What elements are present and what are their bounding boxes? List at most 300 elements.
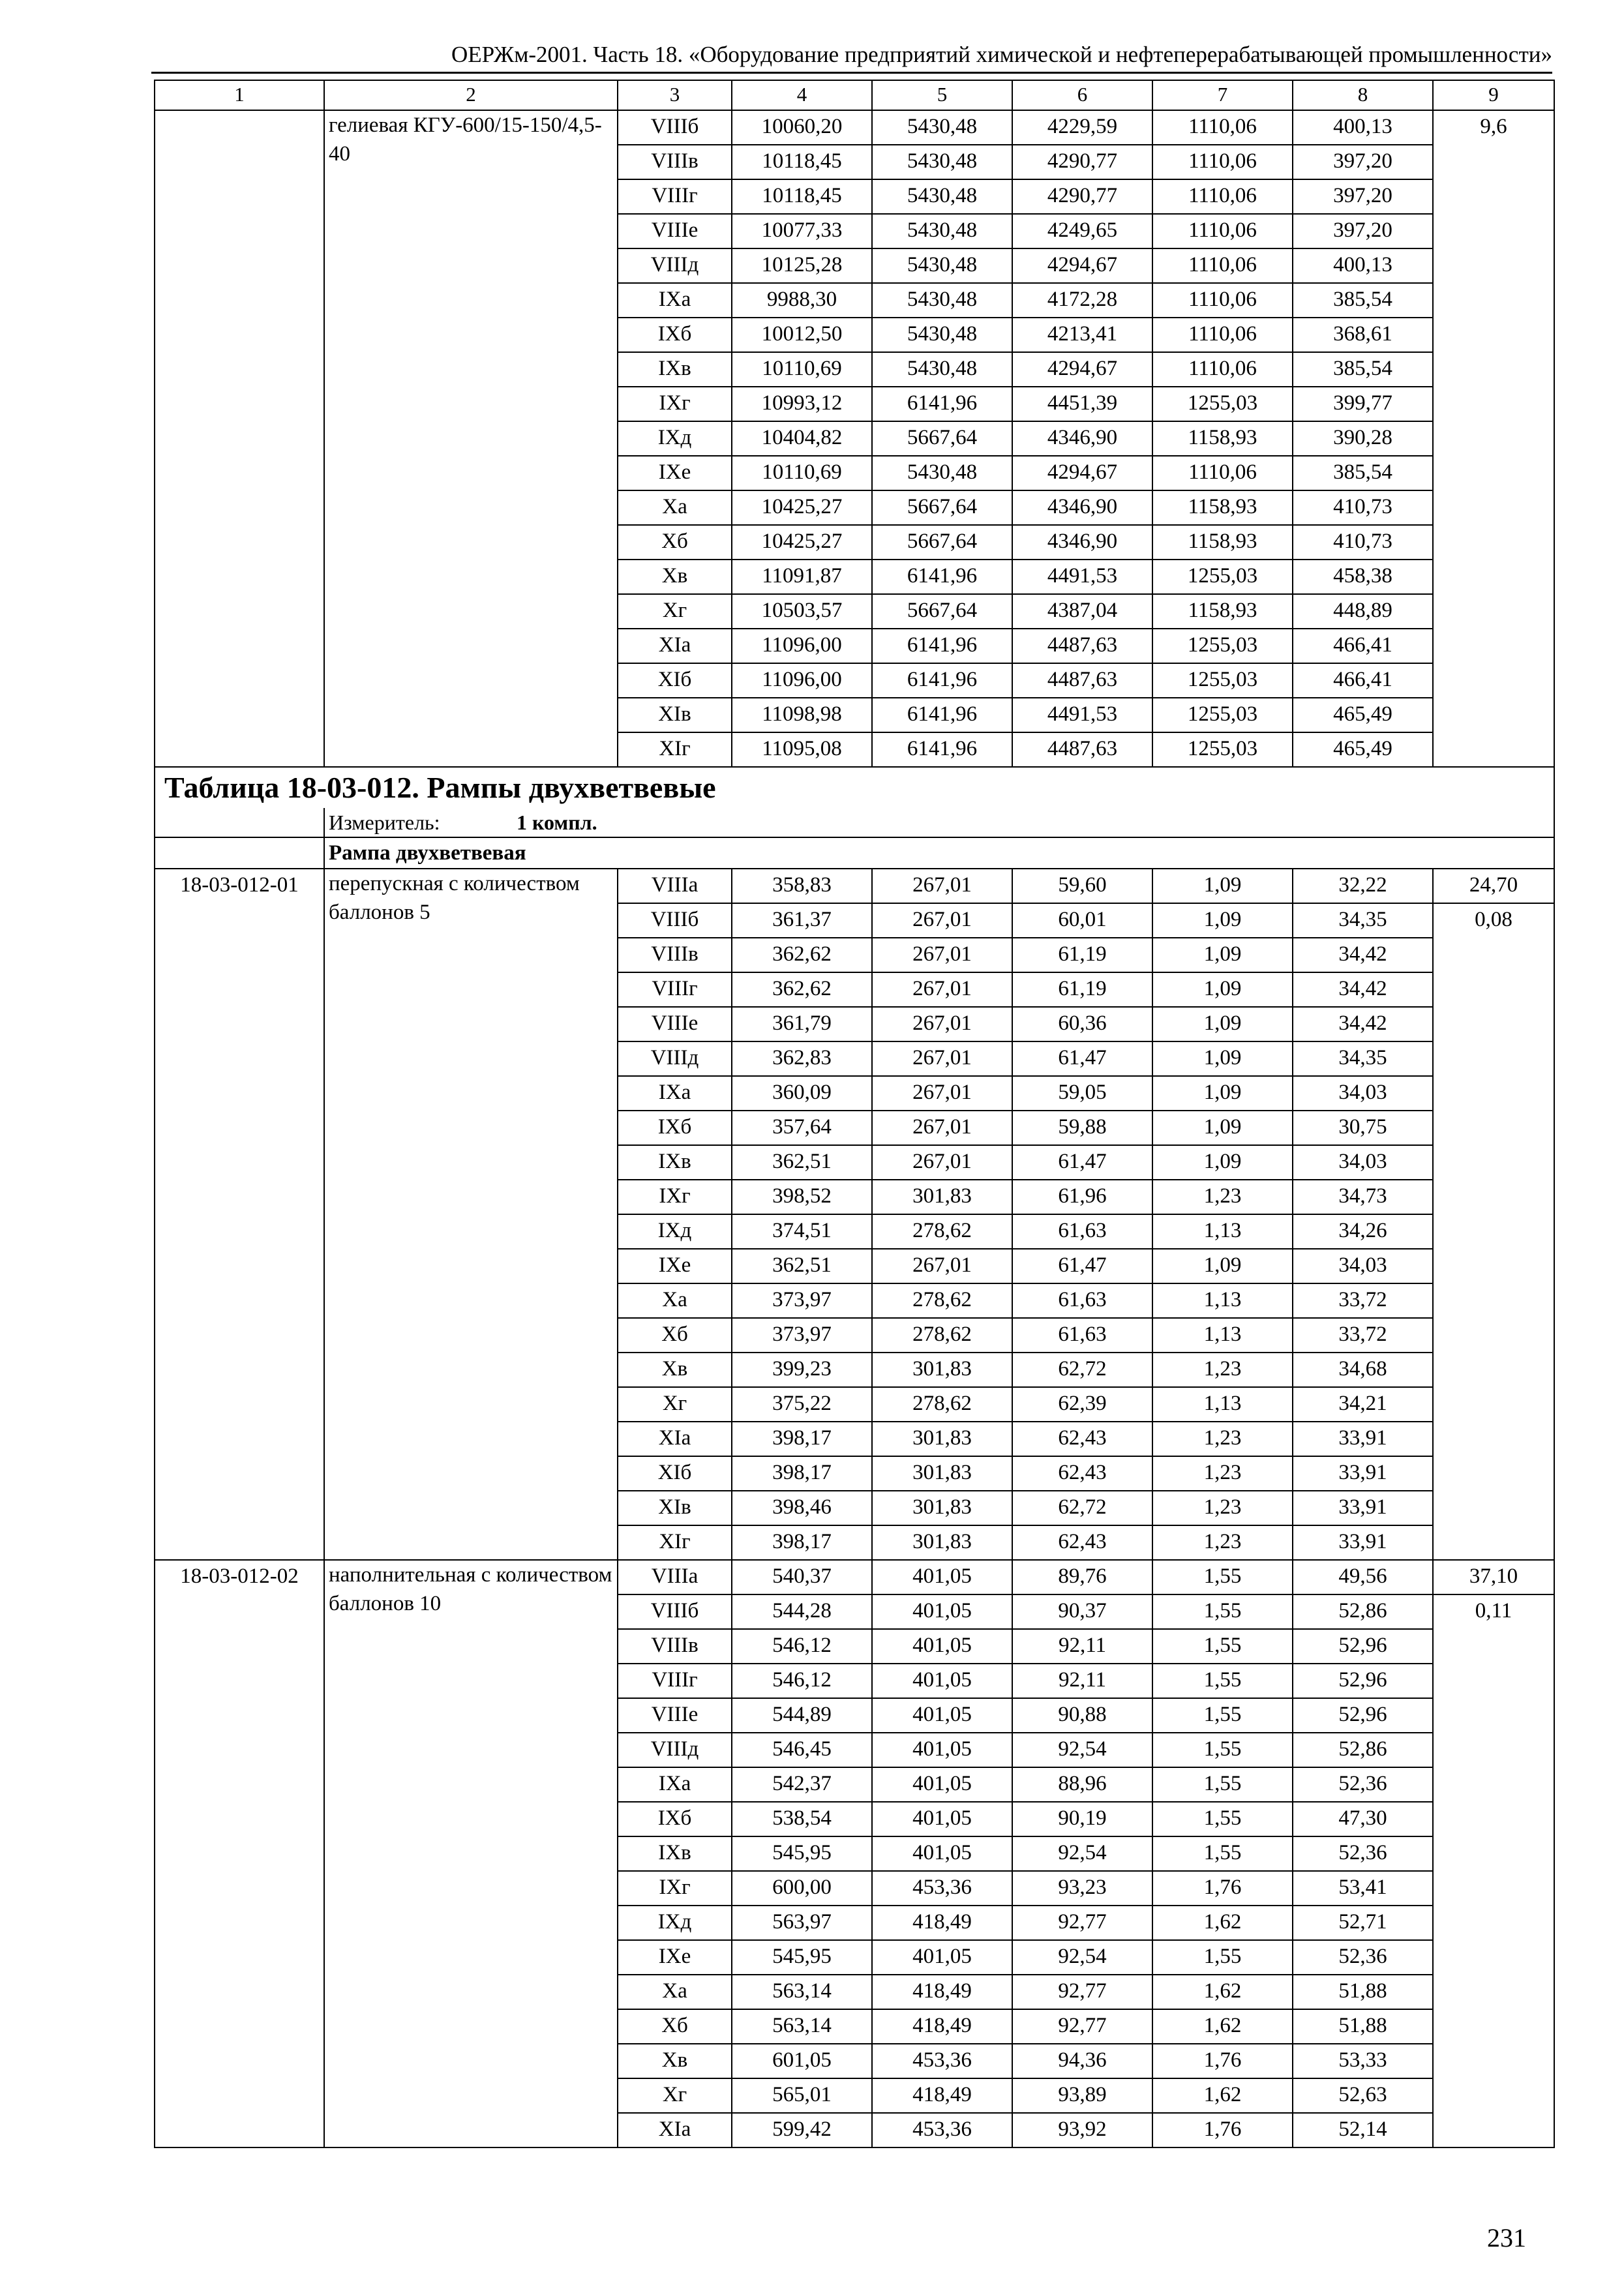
value-cell: 1,23 xyxy=(1152,1422,1293,1456)
value-cell: 358,83 xyxy=(732,869,872,903)
zone-cell: VIIIг xyxy=(618,972,732,1007)
value-cell: 1,13 xyxy=(1152,1318,1293,1353)
value-cell: 51,88 xyxy=(1293,2009,1433,2044)
value-cell: 10118,45 xyxy=(732,145,872,179)
value-cell: 5430,48 xyxy=(872,214,1012,248)
value-cell: 361,37 xyxy=(732,903,872,938)
value-cell: 267,01 xyxy=(872,1249,1012,1283)
value-cell: 278,62 xyxy=(872,1387,1012,1422)
value-cell: 47,30 xyxy=(1293,1802,1433,1836)
value-cell: 1110,06 xyxy=(1152,318,1293,352)
group-title: Рампа двухветвевая xyxy=(324,837,1554,869)
column-number: 4 xyxy=(732,80,872,110)
zone-cell: Xб xyxy=(618,525,732,560)
value-cell: 398,52 xyxy=(732,1180,872,1214)
value-cell: 1110,06 xyxy=(1152,179,1293,214)
value-cell: 52,14 xyxy=(1293,2113,1433,2147)
value-cell: 6141,96 xyxy=(872,387,1012,421)
value-cell: 563,14 xyxy=(732,1975,872,2009)
value-cell: 1,55 xyxy=(1152,1836,1293,1871)
value-cell: 10110,69 xyxy=(732,456,872,490)
value-cell: 546,12 xyxy=(732,1664,872,1698)
value-cell: 400,13 xyxy=(1293,110,1433,145)
value-cell: 90,19 xyxy=(1012,1802,1152,1836)
value-cell: 4487,63 xyxy=(1012,629,1152,663)
value-cell: 33,91 xyxy=(1293,1422,1433,1456)
value-cell: 373,97 xyxy=(732,1283,872,1318)
value-cell: 1,09 xyxy=(1152,972,1293,1007)
value-cell: 62,39 xyxy=(1012,1387,1152,1422)
value-cell: 34,42 xyxy=(1293,938,1433,972)
zone-cell: XIг xyxy=(618,732,732,767)
value-cell: 61,47 xyxy=(1012,1145,1152,1180)
value-cell: 33,72 xyxy=(1293,1318,1433,1353)
zone-cell: VIIIб xyxy=(618,903,732,938)
value-cell: 278,62 xyxy=(872,1283,1012,1318)
value-cell: 1,23 xyxy=(1152,1491,1293,1525)
table-row xyxy=(155,1560,1554,1594)
value-cell: 5667,64 xyxy=(872,594,1012,629)
value-cell: 92,11 xyxy=(1012,1629,1152,1664)
zone-cell: IXд xyxy=(618,1906,732,1940)
col9-value-a: 24,70 xyxy=(1433,869,1554,903)
zone-cell: IXа xyxy=(618,283,732,318)
value-cell: 401,05 xyxy=(872,1733,1012,1767)
value-cell: 1,09 xyxy=(1152,903,1293,938)
zone-cell: XIб xyxy=(618,663,732,698)
value-cell: 565,01 xyxy=(732,2078,872,2113)
value-cell: 34,73 xyxy=(1293,1180,1433,1214)
value-cell: 361,79 xyxy=(732,1007,872,1041)
value-cell: 546,45 xyxy=(732,1733,872,1767)
value-cell: 1110,06 xyxy=(1152,248,1293,283)
value-cell: 34,42 xyxy=(1293,972,1433,1007)
running-header: ОЕРЖм-2001. Часть 18. «Оборудование предприятий химической и нефтеперерабатывающей промышленности» xyxy=(151,38,1552,74)
value-cell: 362,83 xyxy=(732,1041,872,1076)
value-cell: 362,62 xyxy=(732,972,872,1007)
value-cell: 397,20 xyxy=(1293,179,1433,214)
zone-cell: VIIIб xyxy=(618,1594,732,1629)
value-cell: 1,09 xyxy=(1152,1041,1293,1076)
value-cell: 4491,53 xyxy=(1012,560,1152,594)
value-cell: 301,83 xyxy=(872,1525,1012,1560)
value-cell: 53,33 xyxy=(1293,2044,1433,2078)
table-title-row xyxy=(155,767,1554,808)
value-cell: 410,73 xyxy=(1293,490,1433,525)
value-cell: 600,00 xyxy=(732,1871,872,1906)
value-cell: 88,96 xyxy=(1012,1767,1152,1802)
value-cell: 1110,06 xyxy=(1152,145,1293,179)
value-cell: 1,13 xyxy=(1152,1214,1293,1249)
value-cell: 301,83 xyxy=(872,1353,1012,1387)
value-cell: 1,09 xyxy=(1152,1076,1293,1111)
value-cell: 4487,63 xyxy=(1012,663,1152,698)
table-row xyxy=(155,869,1554,903)
value-cell: 92,54 xyxy=(1012,1733,1152,1767)
value-cell: 4290,77 xyxy=(1012,145,1152,179)
value-cell: 385,54 xyxy=(1293,352,1433,387)
value-cell: 362,51 xyxy=(732,1145,872,1180)
value-cell: 466,41 xyxy=(1293,663,1433,698)
value-cell: 374,51 xyxy=(732,1214,872,1249)
value-cell: 1110,06 xyxy=(1152,352,1293,387)
resource-name: гелиевая КГУ-600/15-150/4,5-40 xyxy=(324,110,618,767)
value-cell: 5430,48 xyxy=(872,248,1012,283)
value-cell: 398,17 xyxy=(732,1456,872,1491)
zone-cell: Xг xyxy=(618,594,732,629)
value-cell: 1110,06 xyxy=(1152,283,1293,318)
value-cell: 301,83 xyxy=(872,1422,1012,1456)
value-cell: 267,01 xyxy=(872,1145,1012,1180)
column-number-row xyxy=(155,80,1554,110)
zone-cell: IXа xyxy=(618,1076,732,1111)
value-cell: 448,89 xyxy=(1293,594,1433,629)
value-cell: 545,95 xyxy=(732,1940,872,1975)
value-cell: 5667,64 xyxy=(872,421,1012,456)
value-cell: 401,05 xyxy=(872,1594,1012,1629)
value-cell: 544,89 xyxy=(732,1698,872,1733)
value-cell: 540,37 xyxy=(732,1560,872,1594)
value-cell: 94,36 xyxy=(1012,2044,1152,2078)
zone-cell: VIIIв xyxy=(618,145,732,179)
zone-cell: IXе xyxy=(618,1249,732,1283)
value-cell: 453,36 xyxy=(872,2113,1012,2147)
value-cell: 1,76 xyxy=(1152,2044,1293,2078)
value-cell: 1255,03 xyxy=(1152,698,1293,732)
value-cell: 4294,67 xyxy=(1012,456,1152,490)
value-cell: 401,05 xyxy=(872,1836,1012,1871)
value-cell: 10503,57 xyxy=(732,594,872,629)
col9-value-b: 0,11 xyxy=(1433,1594,1554,2147)
value-cell: 11091,87 xyxy=(732,560,872,594)
zone-cell: XIв xyxy=(618,698,732,732)
value-cell: 368,61 xyxy=(1293,318,1433,352)
value-cell: 6141,96 xyxy=(872,732,1012,767)
value-cell: 5667,64 xyxy=(872,490,1012,525)
value-cell: 93,92 xyxy=(1012,2113,1152,2147)
value-cell: 34,03 xyxy=(1293,1249,1433,1283)
value-cell: 267,01 xyxy=(872,1007,1012,1041)
zone-cell: IXе xyxy=(618,1940,732,1975)
value-cell: 399,23 xyxy=(732,1353,872,1387)
zone-cell: VIIIе xyxy=(618,1698,732,1733)
value-cell: 92,77 xyxy=(1012,1906,1152,1940)
value-cell: 10110,69 xyxy=(732,352,872,387)
value-cell: 10012,50 xyxy=(732,318,872,352)
value-cell: 1,23 xyxy=(1152,1180,1293,1214)
value-cell: 401,05 xyxy=(872,1802,1012,1836)
value-cell: 401,05 xyxy=(872,1629,1012,1664)
value-cell: 33,91 xyxy=(1293,1525,1433,1560)
value-cell: 11096,00 xyxy=(732,663,872,698)
value-cell: 538,54 xyxy=(732,1802,872,1836)
value-cell: 4346,90 xyxy=(1012,490,1152,525)
value-cell: 1255,03 xyxy=(1152,732,1293,767)
value-cell: 10118,45 xyxy=(732,179,872,214)
value-cell: 1,09 xyxy=(1152,1145,1293,1180)
value-cell: 52,96 xyxy=(1293,1698,1433,1733)
value-cell: 1,09 xyxy=(1152,1007,1293,1041)
value-cell: 59,60 xyxy=(1012,869,1152,903)
value-cell: 10425,27 xyxy=(732,490,872,525)
value-cell: 92,54 xyxy=(1012,1836,1152,1871)
value-cell: 10425,27 xyxy=(732,525,872,560)
value-cell: 33,91 xyxy=(1293,1456,1433,1491)
value-cell: 418,49 xyxy=(872,1906,1012,1940)
value-cell: 32,22 xyxy=(1293,869,1433,903)
value-cell: 1158,93 xyxy=(1152,594,1293,629)
resource-code: 18-03-012-01 xyxy=(155,869,324,1560)
resource-code xyxy=(155,110,324,767)
value-cell: 61,19 xyxy=(1012,972,1152,1007)
value-cell: 267,01 xyxy=(872,1076,1012,1111)
value-cell: 1255,03 xyxy=(1152,629,1293,663)
value-cell: 62,43 xyxy=(1012,1525,1152,1560)
value-cell: 10060,20 xyxy=(732,110,872,145)
column-number: 6 xyxy=(1012,80,1152,110)
value-cell: 385,54 xyxy=(1293,456,1433,490)
value-cell: 545,95 xyxy=(732,1836,872,1871)
value-cell: 4491,53 xyxy=(1012,698,1152,732)
value-cell: 34,35 xyxy=(1293,903,1433,938)
value-cell: 542,37 xyxy=(732,1767,872,1802)
value-cell: 33,72 xyxy=(1293,1283,1433,1318)
value-cell: 52,96 xyxy=(1293,1629,1433,1664)
value-cell: 59,88 xyxy=(1012,1111,1152,1145)
group-row xyxy=(155,837,1554,869)
value-cell: 1,23 xyxy=(1152,1353,1293,1387)
value-cell: 1255,03 xyxy=(1152,387,1293,421)
value-cell: 1,62 xyxy=(1152,2078,1293,2113)
zone-cell: IXв xyxy=(618,352,732,387)
zone-cell: Xа xyxy=(618,1283,732,1318)
value-cell: 418,49 xyxy=(872,2009,1012,2044)
value-cell: 6141,96 xyxy=(872,663,1012,698)
value-cell: 418,49 xyxy=(872,1975,1012,2009)
value-cell: 397,20 xyxy=(1293,145,1433,179)
value-cell: 34,03 xyxy=(1293,1076,1433,1111)
col9-value-b: 0,08 xyxy=(1433,903,1554,1560)
zone-cell: VIIIв xyxy=(618,938,732,972)
zone-cell: Xа xyxy=(618,490,732,525)
zone-cell: VIIIд xyxy=(618,1733,732,1767)
value-cell: 90,88 xyxy=(1012,1698,1152,1733)
value-cell: 1,55 xyxy=(1152,1560,1293,1594)
value-cell: 4487,63 xyxy=(1012,732,1152,767)
value-cell: 465,49 xyxy=(1293,732,1433,767)
zone-cell: IXв xyxy=(618,1836,732,1871)
value-cell: 60,01 xyxy=(1012,903,1152,938)
value-cell: 5667,64 xyxy=(872,525,1012,560)
resource-name: наполнительная с количеством баллонов 10 xyxy=(324,1560,618,2147)
value-cell: 401,05 xyxy=(872,1664,1012,1698)
value-cell: 1,62 xyxy=(1152,1906,1293,1940)
resource-code: 18-03-012-02 xyxy=(155,1560,324,2147)
measure-value: 1 компл. xyxy=(517,811,597,834)
value-cell: 1,55 xyxy=(1152,1594,1293,1629)
value-cell: 401,05 xyxy=(872,1940,1012,1975)
column-number: 8 xyxy=(1293,80,1433,110)
value-cell: 1,76 xyxy=(1152,2113,1293,2147)
value-cell: 1,55 xyxy=(1152,1629,1293,1664)
zone-cell: IXб xyxy=(618,318,732,352)
value-cell: 1,62 xyxy=(1152,1975,1293,2009)
value-cell: 30,75 xyxy=(1293,1111,1433,1145)
zone-cell: VIIIд xyxy=(618,248,732,283)
value-cell: 93,23 xyxy=(1012,1871,1152,1906)
value-cell: 1,55 xyxy=(1152,1802,1293,1836)
value-cell: 267,01 xyxy=(872,972,1012,1007)
measure-cell xyxy=(324,808,1554,837)
value-cell: 1255,03 xyxy=(1152,560,1293,594)
value-cell: 1255,03 xyxy=(1152,663,1293,698)
column-number: 9 xyxy=(1433,80,1554,110)
value-cell: 61,63 xyxy=(1012,1318,1152,1353)
value-cell: 1,55 xyxy=(1152,1733,1293,1767)
zone-cell: IXб xyxy=(618,1111,732,1145)
value-cell: 267,01 xyxy=(872,938,1012,972)
zone-cell: Xг xyxy=(618,2078,732,2113)
value-cell: 357,64 xyxy=(732,1111,872,1145)
value-cell: 544,28 xyxy=(732,1594,872,1629)
value-cell: 5430,48 xyxy=(872,145,1012,179)
value-cell: 397,20 xyxy=(1293,214,1433,248)
value-cell: 34,21 xyxy=(1293,1387,1433,1422)
measure-spacer xyxy=(155,808,324,837)
value-cell: 301,83 xyxy=(872,1456,1012,1491)
value-cell: 1,62 xyxy=(1152,2009,1293,2044)
value-cell: 5430,48 xyxy=(872,110,1012,145)
value-cell: 52,86 xyxy=(1293,1733,1433,1767)
zone-cell: IXд xyxy=(618,1214,732,1249)
zone-cell: IXе xyxy=(618,456,732,490)
rates-table xyxy=(154,80,1555,2148)
value-cell: 398,17 xyxy=(732,1422,872,1456)
value-cell: 11095,08 xyxy=(732,732,872,767)
column-number: 1 xyxy=(155,80,324,110)
value-cell: 51,88 xyxy=(1293,1975,1433,2009)
value-cell: 5430,48 xyxy=(872,352,1012,387)
value-cell: 1,55 xyxy=(1152,1698,1293,1733)
value-cell: 61,47 xyxy=(1012,1041,1152,1076)
zone-cell: XIб xyxy=(618,1456,732,1491)
value-cell: 4290,77 xyxy=(1012,179,1152,214)
zone-cell: VIIIд xyxy=(618,1041,732,1076)
value-cell: 1,13 xyxy=(1152,1283,1293,1318)
value-cell: 401,05 xyxy=(872,1560,1012,1594)
value-cell: 4172,28 xyxy=(1012,283,1152,318)
value-cell: 52,63 xyxy=(1293,2078,1433,2113)
col9-value-a: 37,10 xyxy=(1433,1560,1554,1594)
measure-row xyxy=(155,808,1554,837)
zone-cell: Xв xyxy=(618,2044,732,2078)
value-cell: 400,13 xyxy=(1293,248,1433,283)
col9-value: 9,6 xyxy=(1433,110,1554,767)
value-cell: 10993,12 xyxy=(732,387,872,421)
zone-cell: IXб xyxy=(618,1802,732,1836)
value-cell: 34,26 xyxy=(1293,1214,1433,1249)
zone-cell: Xв xyxy=(618,560,732,594)
zone-cell: XIа xyxy=(618,2113,732,2147)
value-cell: 453,36 xyxy=(872,2044,1012,2078)
value-cell: 5430,48 xyxy=(872,179,1012,214)
value-cell: 4294,67 xyxy=(1012,352,1152,387)
value-cell: 362,51 xyxy=(732,1249,872,1283)
zone-cell: IXа xyxy=(618,1767,732,1802)
value-cell: 52,96 xyxy=(1293,1664,1433,1698)
value-cell: 52,36 xyxy=(1293,1940,1433,1975)
value-cell: 92,11 xyxy=(1012,1664,1152,1698)
table-row xyxy=(155,110,1554,145)
column-number: 7 xyxy=(1152,80,1293,110)
value-cell: 398,46 xyxy=(732,1491,872,1525)
value-cell: 4249,65 xyxy=(1012,214,1152,248)
value-cell: 1158,93 xyxy=(1152,421,1293,456)
value-cell: 4346,90 xyxy=(1012,421,1152,456)
value-cell: 278,62 xyxy=(872,1318,1012,1353)
value-cell: 1,23 xyxy=(1152,1456,1293,1491)
zone-cell: IXв xyxy=(618,1145,732,1180)
value-cell: 385,54 xyxy=(1293,283,1433,318)
value-cell: 4346,90 xyxy=(1012,525,1152,560)
value-cell: 5430,48 xyxy=(872,283,1012,318)
zone-cell: Xг xyxy=(618,1387,732,1422)
zone-cell: Xа xyxy=(618,1975,732,2009)
value-cell: 34,68 xyxy=(1293,1353,1433,1387)
value-cell: 1110,06 xyxy=(1152,214,1293,248)
zone-cell: IXд xyxy=(618,421,732,456)
value-cell: 458,38 xyxy=(1293,560,1433,594)
value-cell: 563,14 xyxy=(732,2009,872,2044)
value-cell: 466,41 xyxy=(1293,629,1433,663)
value-cell: 546,12 xyxy=(732,1629,872,1664)
value-cell: 1110,06 xyxy=(1152,456,1293,490)
zone-cell: IXг xyxy=(618,1180,732,1214)
value-cell: 34,03 xyxy=(1293,1145,1433,1180)
table-title: Таблица 18-03-012. Рампы двухветвевые xyxy=(155,767,1554,808)
zone-cell: VIIIб xyxy=(618,110,732,145)
value-cell: 1,76 xyxy=(1152,1871,1293,1906)
value-cell: 62,72 xyxy=(1012,1353,1152,1387)
measure-label: Измеритель: xyxy=(329,811,440,834)
value-cell: 399,77 xyxy=(1293,387,1433,421)
value-cell: 52,36 xyxy=(1293,1767,1433,1802)
value-cell: 61,47 xyxy=(1012,1249,1152,1283)
zone-cell: XIа xyxy=(618,1422,732,1456)
value-cell: 6141,96 xyxy=(872,560,1012,594)
value-cell: 1110,06 xyxy=(1152,110,1293,145)
value-cell: 61,63 xyxy=(1012,1283,1152,1318)
value-cell: 61,96 xyxy=(1012,1180,1152,1214)
value-cell: 599,42 xyxy=(732,2113,872,2147)
value-cell: 5430,48 xyxy=(872,318,1012,352)
value-cell: 61,63 xyxy=(1012,1214,1152,1249)
value-cell: 1,09 xyxy=(1152,1249,1293,1283)
zone-cell: Xб xyxy=(618,1318,732,1353)
value-cell: 301,83 xyxy=(872,1491,1012,1525)
value-cell: 4294,67 xyxy=(1012,248,1152,283)
value-cell: 360,09 xyxy=(732,1076,872,1111)
value-cell: 410,73 xyxy=(1293,525,1433,560)
zone-cell: VIIIг xyxy=(618,179,732,214)
table-body xyxy=(155,80,1554,2147)
value-cell: 453,36 xyxy=(872,1871,1012,1906)
value-cell: 1,09 xyxy=(1152,938,1293,972)
value-cell: 1158,93 xyxy=(1152,525,1293,560)
zone-cell: Xб xyxy=(618,2009,732,2044)
value-cell: 4387,04 xyxy=(1012,594,1152,629)
value-cell: 267,01 xyxy=(872,1111,1012,1145)
